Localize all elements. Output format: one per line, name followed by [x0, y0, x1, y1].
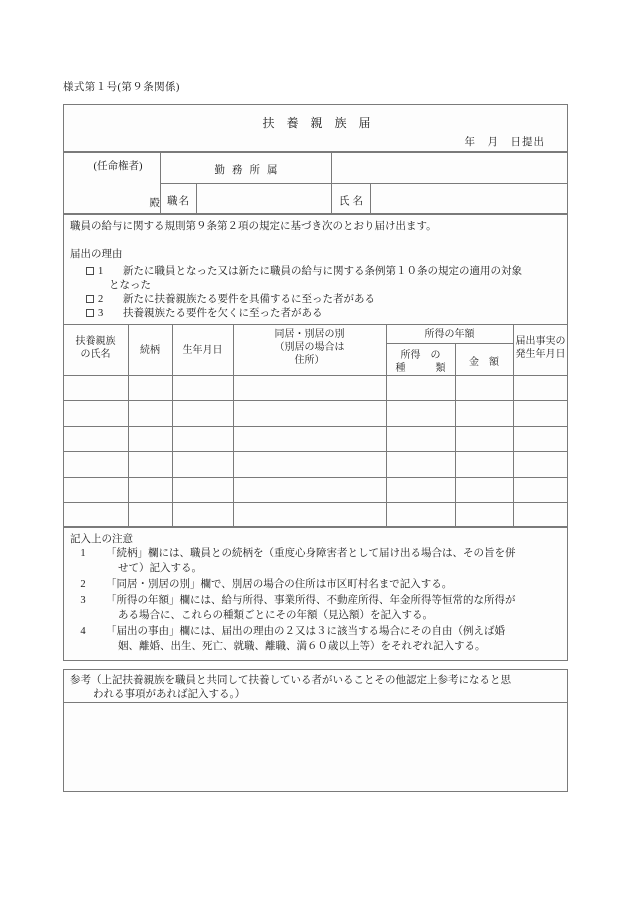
table-row[interactable] — [66, 406, 126, 422]
title-block — [63, 104, 568, 152]
divider — [370, 183, 371, 214]
row-divider — [63, 502, 568, 503]
divider — [196, 183, 197, 214]
row-divider — [63, 477, 568, 478]
note-item — [76, 594, 516, 624]
submission-date-field[interactable]: 年 月 日提出 — [464, 137, 545, 148]
col-header-income-type: 所得 の 種 類 — [395, 350, 446, 374]
statement-text: 職員の給与に関する規則第９条第２項の規定に基づき次のとおり届け出ます。 — [70, 221, 437, 232]
divider — [455, 343, 456, 527]
table-row[interactable] — [66, 457, 126, 473]
name-label: 氏名 — [339, 196, 366, 207]
table-row[interactable] — [66, 381, 126, 397]
note-number: 2 — [80, 579, 86, 590]
row-divider — [63, 451, 568, 452]
note-number: 1 — [80, 548, 86, 559]
table-row[interactable] — [66, 508, 126, 524]
job-title-label: 職名 — [167, 196, 190, 207]
col-header-residence: 同居・別居の別 （別居の場合は 住所） — [274, 329, 345, 366]
divider — [63, 375, 568, 376]
checkbox-icon[interactable] — [86, 309, 94, 317]
col-header-income-group: 所得の年額 — [424, 329, 475, 340]
checkbox-icon[interactable] — [86, 267, 94, 275]
col-header-dependent-name: 扶養親族 の氏名 — [75, 336, 116, 360]
table-row[interactable] — [66, 432, 126, 448]
appointer-label: (任命権者) — [93, 161, 143, 172]
note-text: 「所得の年額」欄には、給与所得、事業所得、不動産所得、年金所得等恒常的な所得が — [106, 595, 516, 606]
reason-number: 3 — [98, 308, 104, 319]
row-divider — [63, 426, 568, 427]
note-text: 「同居・別居の別」欄で、別居の場合の住所は市区町村名まで記入する。 — [106, 579, 453, 590]
row-divider — [63, 400, 568, 401]
checkbox-icon[interactable] — [86, 295, 94, 303]
note-number: 4 — [80, 626, 86, 637]
reason-text: 新たに職員となった又は新たに職員の給与に関する条例第１０条の規定の適用の対象 — [123, 266, 522, 277]
note-item — [76, 547, 516, 577]
note-item — [76, 578, 452, 593]
col-header-birthdate: 生年月日 — [182, 345, 223, 356]
reference-text-line1: 参考（上記扶養親族を職員と共同して扶養している者がいることその他認定上参考になると思 — [70, 675, 511, 686]
reason-number: 1 — [98, 266, 104, 277]
note-item — [76, 625, 505, 655]
note-text-cont: 姻、離婚、出生、死亡、就職、離職、満６０歳以上等）をそれぞれ記入する。 — [118, 640, 486, 652]
reason-text: 扶養親族たる要件を欠くに至った者がある — [123, 308, 323, 319]
note-text: 「届出の事由」欄には、届出の理由の２又は３に該当する場合にその自由（例えば婚 — [106, 626, 505, 637]
reference-input-box[interactable] — [63, 702, 568, 792]
note-number: 3 — [80, 595, 86, 606]
reason-heading: 届出の理由 — [70, 249, 123, 260]
note-text: 「続柄」欄には、職員との続柄を（重度心身障害者として届け出る場合は、その旨を併 — [106, 548, 516, 559]
form-number: 様式第１号(第９条関係) — [63, 82, 180, 93]
reference-text-line2: われる事項があれば記入する。） — [93, 689, 246, 700]
table-row[interactable] — [66, 483, 126, 499]
divider — [160, 183, 568, 184]
reason-text: 新たに扶養親族たる要件を具備するに至った者がある — [123, 294, 375, 305]
note-text-cont: ある場合に、これらの種類ごとにその年額（見込額）を記入する。 — [118, 609, 433, 621]
reason-text-cont: となった — [109, 280, 151, 291]
notes-title: 記入上の注意 — [70, 534, 133, 545]
note-text-cont: せて）記入する。 — [118, 562, 202, 574]
honorific-label: 殿 — [149, 198, 160, 209]
divider — [386, 343, 513, 344]
reason-option-1[interactable] — [86, 264, 522, 280]
reason-number: 2 — [98, 294, 104, 305]
document-title: 扶養親族届 — [262, 116, 383, 130]
workplace-label: 勤務所属 — [214, 165, 285, 176]
col-header-relation: 続柄 — [140, 345, 160, 356]
col-header-event-date: 届出事実の 発生年月日 — [515, 336, 566, 360]
reason-option-3[interactable] — [86, 306, 323, 322]
col-header-income-amount: 金 額 — [469, 357, 499, 368]
